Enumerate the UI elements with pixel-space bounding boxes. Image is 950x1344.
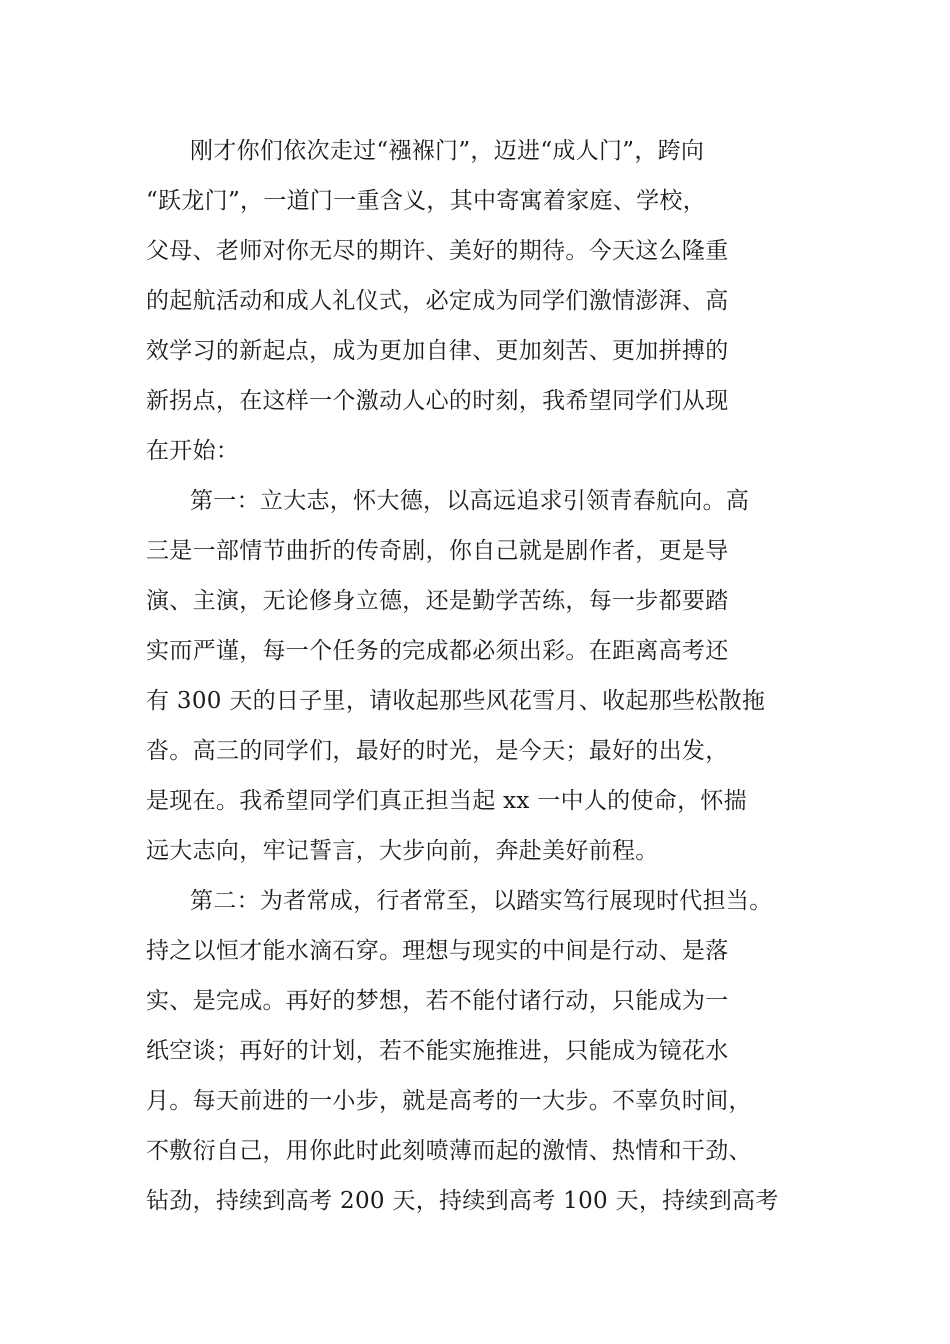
text-line: 不敷衍自己，用你此时此刻喷薄而起的激情、热情和干劲、 xyxy=(146,1138,752,1164)
text-line: 在开始： xyxy=(146,438,240,464)
text-line: 父母、老师对你无尽的期许、美好的期待。今天这么隆重 xyxy=(146,238,729,264)
text-line: 沓。高三的同学们，最好的时光，是今天；最好的出发， xyxy=(146,738,729,764)
text-line: 实而严谨，每一个任务的完成都必须出彩。在距离高考还 xyxy=(146,638,729,664)
text-line: 第一：立大志，怀大德，以高远追求引领青春航向。高 xyxy=(190,488,750,514)
text-line: 三是一部情节曲折的传奇剧，你自己就是剧作者，更是导 xyxy=(146,538,729,564)
text-line: 效学习的新起点，成为更加自律、更加刻苦、更加拼搏的 xyxy=(146,338,729,364)
text-line: “跃龙门”，一道门一重含义，其中寄寓着家庭、学校， xyxy=(146,188,707,214)
text-line: 持之以恒才能水滴石穿。理想与现实的中间是行动、是落 xyxy=(146,938,729,964)
text-line: 刚才你们依次走过“襁褓门”，迈进“成人门”，跨向 xyxy=(190,138,705,164)
text-line: 纸空谈；再好的计划，若不能实施推进，只能成为镜花水 xyxy=(146,1038,729,1064)
text-line: 月。每天前进的一小步，就是高考的一大步。不辜负时间， xyxy=(146,1088,752,1114)
text-line: 有 300 天的日子里，请收起那些风花雪月、收起那些松散拖 xyxy=(146,688,766,714)
text-line: 是现在。我希望同学们真正担当起 xx 一中人的使命，怀揣 xyxy=(146,788,747,814)
text-line: 新拐点，在这样一个激动人心的时刻，我希望同学们从现 xyxy=(146,388,729,414)
text-line: 第二：为者常成，行者常至，以踏实笃行展现时代担当。 xyxy=(190,888,773,914)
text-line: 的起航活动和成人礼仪式，必定成为同学们激情澎湃、高 xyxy=(146,288,729,314)
text-line: 钻劲，持续到高考 200 天，持续到高考 100 天，持续到高考 xyxy=(146,1188,779,1214)
text-line: 远大志向，牢记誓言，大步向前，奔赴美好前程。 xyxy=(146,838,659,864)
text-line: 演、主演，无论修身立德，还是勤学苦练，每一步都要踏 xyxy=(146,588,729,614)
text-line: 实、是完成。再好的梦想，若不能付诸行动，只能成为一 xyxy=(146,988,729,1014)
